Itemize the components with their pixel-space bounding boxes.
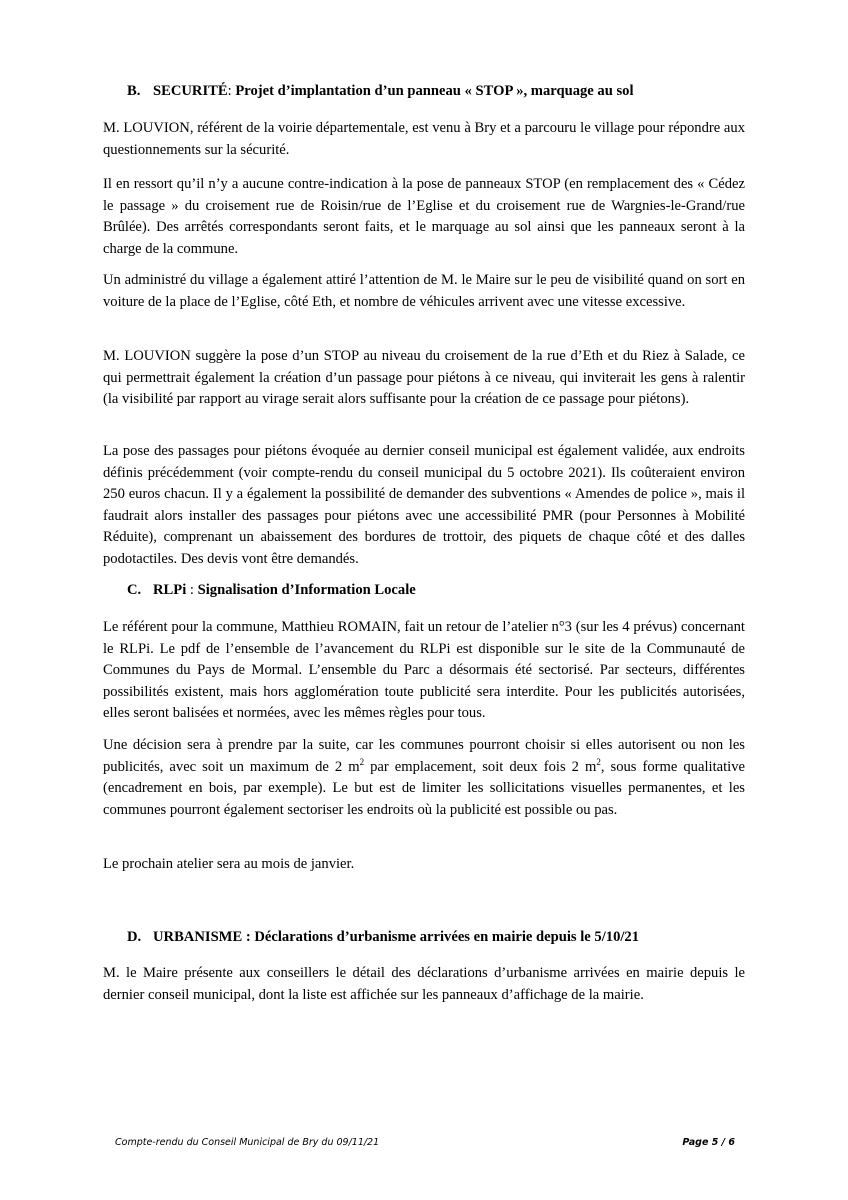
superscript-squared-1: 2 <box>359 756 365 767</box>
section-c-paragraph-2-part-c: , sous forme qualitative (encadrement en bois, par exemple). Le but est de limiter les sollicitations visuelles permanentes, et les communes pourront également sectoriser les endroits où la publicité est possible ou pas. <box>103 758 745 818</box>
section-d-heading <box>103 927 769 948</box>
page-footer <box>115 1132 735 1148</box>
section-c-heading <box>103 580 769 601</box>
section-c-paragraph-2-part-b: par emplacement, soit deux fois 2 m <box>364 758 597 775</box>
section-b-title: SECURITÉ <box>153 83 228 99</box>
section-c-letter: C. <box>127 582 142 598</box>
section-c-paragraph-1: Le référent pour la commune, Matthieu ROMAIN, fait un retour de l’atelier n°3 (sur les 4 prévus) concernant le RLPi. Le pdf de l’ensemble de l’avancement du RLPi est disponible sur le site de la Communauté de Communes du Pays de Mormal. L’ensemble du Parc a désormais été sectorisé. Par secteurs, différentes possibilités existent, mais hors agglomération toute publicité sera interdite. Pour les publicités autorisées, elles seront balisées et normées, avec les mêmes règles pour tous. <box>103 619 745 721</box>
superscript-squared-2: 2 <box>596 756 601 767</box>
section-b-paragraph-1: M. LOUVION, référent de la voirie départementale, est venu à Bry et a parcouru le village pour répondre aux questionnements sur la sécurité. <box>103 120 745 158</box>
section-b-heading <box>103 81 769 102</box>
footer-page-number: Page 5 / 6 <box>682 1137 735 1148</box>
section-b-paragraph-4: M. LOUVION suggère la pose d’un STOP au niveau du croisement de la rue d’Eth et du Riez à Salade, ce qui permettrait également la création d’un passage pour piétons à ce niveau, qui inviterait les gens à ralentir (la visibilité par rapport au virage serait alors suffisante pour la création de ce passage pour piétons). <box>103 348 745 407</box>
section-b-letter: B. <box>127 83 141 99</box>
section-c-paragraph-2-part-a: Une décision sera à prendre par la suite, car les communes pourront choisir si elles autorisent ou non les publicités, avec soit un maximum de 2 m <box>103 737 745 775</box>
section-d-paragraph: M. le Maire présente aux conseillers le détail des déclarations d’urbanisme arrivées en mairie depuis le dernier conseil municipal, dont la liste est affichée sur les panneaux d’affichage de la mairie. <box>103 965 745 1003</box>
section-d-letter: D. <box>127 929 142 945</box>
section-b-subtitle: Projet d’implantation d’un panneau « STOP », marquage au sol <box>235 83 634 99</box>
section-b-colon: : <box>227 83 232 99</box>
section-c-title: RLPi <box>153 582 187 598</box>
section-b-paragraph-2: Il en ressort qu’il n’y a aucune contre-indication à la pose de panneaux STOP (en remplacement des « Cédez le passage » du croisement rue de Roisin/rue de l’Eglise et du croisement rue de Wargnies-le-Grand/rue Brûlée). Des arrêtés correspondants seront faits, et le marquage au sol ainsi que les panneaux seront à la charge de la commune. <box>103 176 745 257</box>
section-d-title: URBANISME : Déclarations d’urbanisme arrivées en mairie depuis le 5/10/21 <box>153 929 640 945</box>
section-c-paragraph-3: Le prochain atelier sera au mois de janvier. <box>103 856 355 872</box>
footer-document-title: Compte-rendu du Conseil Municipal de Bry du 09/11/21 <box>115 1137 380 1148</box>
section-b-paragraph-3: Un administré du village a également attiré l’attention de M. le Maire sur le peu de visibilité quand on sort en voiture de la place de l’Eglise, côté Eth, et nombre de véhicules arrivent avec une vitesse excessive. <box>103 272 745 310</box>
section-c-colon: : <box>186 582 198 598</box>
section-b-paragraph-5: La pose des passages pour piétons évoquée au dernier conseil municipal est également validée, aux endroits définis précédemment (voir compte-rendu du conseil municipal du 5 octobre 2021). Ils coûteraient environ 250 euros chacun. Il y a également la possibilité de demander des subventions « Amendes de police », mais il faudrait alors installer des passages pour piétons avec une accessibilité PMR (pour Personnes à Mobilité Réduite), comprenant un abaissement des bordures de trottoir, des piquets de chaque côté et des dalles podotactiles. Des devis vont être demandés. <box>103 443 745 567</box>
section-c-subtitle: Signalisation d’Information Locale <box>197 582 416 598</box>
section-c-paragraph-2 <box>103 735 745 821</box>
